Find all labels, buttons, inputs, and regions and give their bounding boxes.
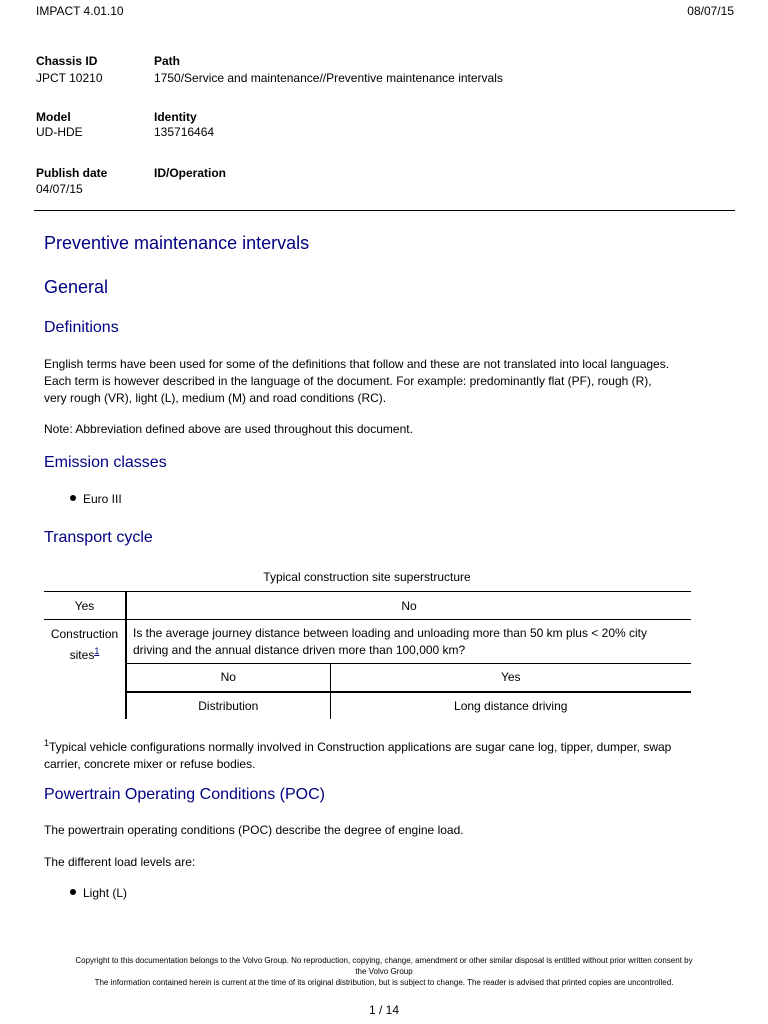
definitions-paragraph: English terms have been used for some of the definitions that follow and these are not translated into local languages. Each term is however described in the language of the document. For example: predominantly flat (PF), rough (R), very rough (VR), light (L), medium (M) and road conditions (RC).: [44, 357, 670, 405]
cell-distribution: Distribution: [126, 692, 330, 719]
chassis-id-label: Chassis ID: [36, 54, 98, 68]
model-value: UD-HDE: [36, 125, 83, 139]
transport-cycle-table: [44, 591, 691, 719]
copyright-notice: Copyright to this documentation belongs to the Volvo Group. No reproduction, copying, change, amendment or other similar disposal is entitled without prior written consent by the Volvo Group The information contained herein is current at the time of its original distribution, but is subject to change. The reader is advised that printed copies are uncontrolled.: [75, 956, 693, 987]
cell-yes: Yes: [44, 592, 126, 620]
emission-heading: Emission classes: [44, 454, 167, 471]
bullet-icon: [70, 889, 76, 895]
footnote-link[interactable]: 1: [94, 646, 100, 656]
page-title: Preventive maintenance intervals: [44, 233, 310, 253]
cell-long-distance: Long distance driving: [454, 698, 568, 713]
poc-list-item: Light (L): [70, 886, 127, 900]
general-heading: General: [44, 277, 109, 297]
header-divider: [34, 210, 735, 211]
publish-date-label: Publish date: [36, 166, 108, 180]
poc-paragraph-2: The different load levels are:: [44, 855, 196, 869]
print-date: 08/07/15: [687, 4, 734, 18]
cell-sub-no: No: [126, 664, 330, 692]
table-caption: Typical construction site superstructure: [263, 570, 471, 584]
app-version: IMPACT 4.01.10: [36, 4, 124, 18]
cell-question: Is the average journey distance between loading and unloading more than 50 km plus < 20% city driving and the annual distance driven more than 100,000 km?: [133, 625, 647, 657]
cell-no: No: [401, 598, 417, 613]
definitions-note: Note: Abbreviation defined above are used throughout this document.: [44, 422, 413, 436]
transport-heading: Transport cycle: [44, 529, 153, 546]
poc-paragraph-1: The powertrain operating conditions (POC) describe the degree of engine load.: [44, 823, 464, 837]
publish-date-value: 04/07/15: [36, 182, 83, 196]
identity-value: 135716464: [154, 125, 215, 139]
page-number: 1 / 14: [368, 1003, 400, 1017]
path-value: 1750/Service and maintenance//Preventive maintenance intervals: [154, 71, 503, 85]
chassis-id-value: JPCT 10210: [36, 71, 103, 85]
emission-list-item: Euro III: [70, 492, 122, 506]
path-label: Path: [154, 54, 181, 68]
poc-heading: Powertrain Operating Conditions (POC): [44, 786, 326, 803]
definitions-heading: Definitions: [44, 319, 119, 336]
cell-construction-sites: Construction sites$^1$: [44, 620, 126, 719]
identity-label: Identity: [154, 110, 197, 124]
model-label: Model: [36, 110, 71, 124]
bullet-icon: [70, 495, 76, 501]
footnote-text: $^1$Typical vehicle configurations normally involved in Construction applications are sugar cane log, tipper, dumper, swap carrier, concrete mixer or refuse bodies.: [44, 738, 672, 771]
id-operation-label: ID/Operation: [154, 166, 227, 180]
cell-sub-yes: Yes: [500, 670, 521, 685]
